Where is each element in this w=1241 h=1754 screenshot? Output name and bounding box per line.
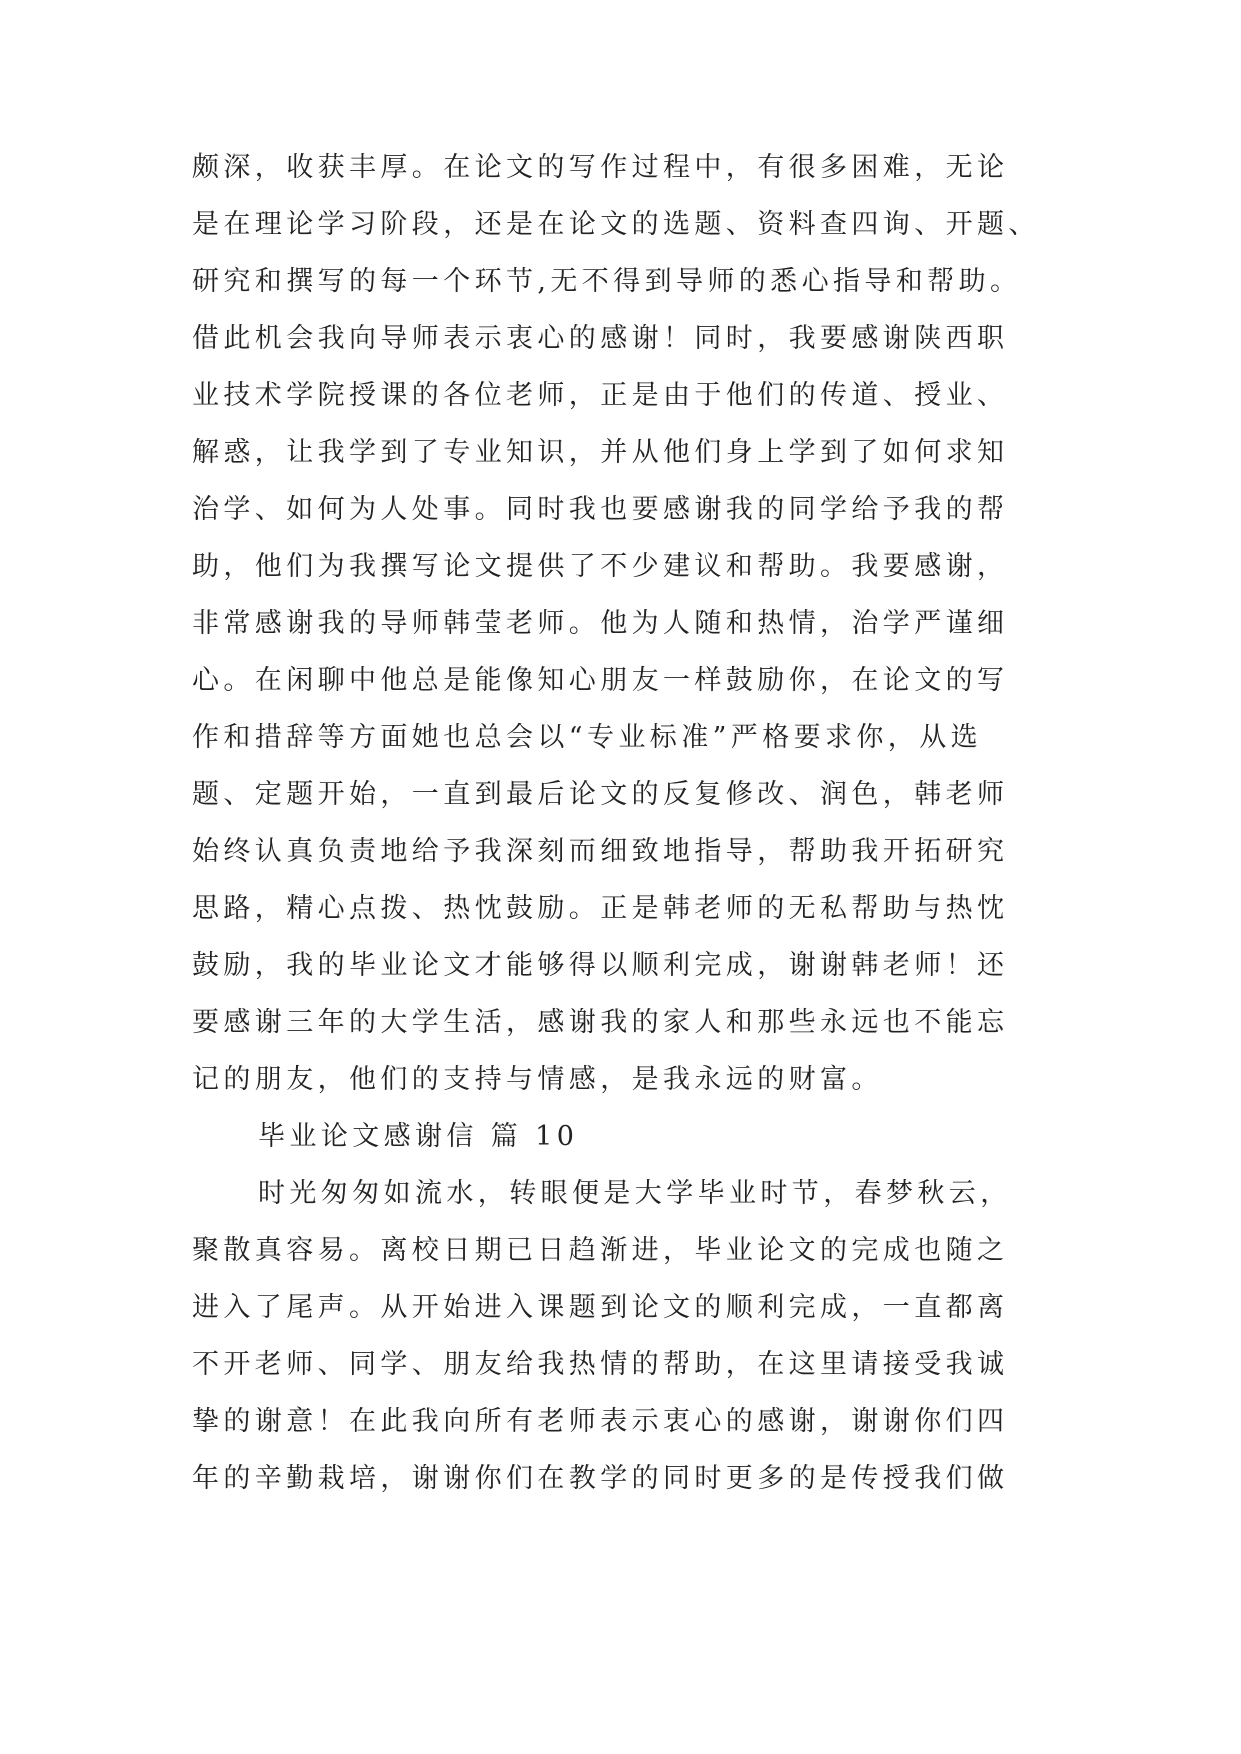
- paragraph-line: 是在理论学习阶段，还是在论文的选题、资料查四询、开题、: [192, 209, 1040, 240]
- paragraph-line: 思路，精心点拨、热忱鼓励。正是韩老师的无私帮助与热忱: [192, 893, 1009, 924]
- paragraph-line: 要感谢三年的大学生活，感谢我的家人和那些永远也不能忘: [192, 1007, 1009, 1038]
- paragraph-line: 业技术学院授课的各位老师，正是由于他们的传道、授业、: [192, 380, 1009, 411]
- paragraph-line: 不开老师、同学、朋友给我热情的帮助，在这里请接受我诚: [192, 1349, 1009, 1380]
- paragraph-line: 记的朋友，他们的支持与情感，是我永远的财富。: [192, 1064, 883, 1095]
- paragraph-line: 研究和撰写的每一个环节,无不得到导师的悉心指导和帮助。: [192, 266, 1022, 297]
- paragraph-line: 颇深，收获丰厚。在论文的写作过程中，有很多困难，无论: [192, 152, 1009, 183]
- paragraph-line: 作和措辞等方面她也总会以“专业标准”严格要求你，从选: [192, 722, 983, 753]
- paragraph-line: 挚的谢意！在此我向所有老师表示衷心的感谢，谢谢你们四: [192, 1406, 1009, 1437]
- paragraph-line: 时光匆匆如流水，转眼便是大学毕业时节，春梦秋云，: [258, 1178, 1012, 1209]
- paragraph-line: 鼓励，我的毕业论文才能够得以顺利完成，谢谢韩老师！还: [192, 950, 1009, 981]
- paragraph-line: 非常感谢我的导师韩莹老师。他为人随和热情，治学严谨细: [192, 608, 1009, 639]
- paragraph-line: 解惑，让我学到了专业知识，并从他们身上学到了如何求知: [192, 437, 1009, 468]
- paragraph-line: 进入了尾声。从开始进入课题到论文的顺利完成，一直都离: [192, 1292, 1009, 1323]
- paragraph-line: 聚散真容易。离校日期已日趋渐进，毕业论文的完成也随之: [192, 1235, 1009, 1266]
- paragraph-line: 年的辛勤栽培，谢谢你们在教学的同时更多的是传授我们做: [192, 1463, 1009, 1494]
- section-heading: 毕业论文感谢信 篇 10: [258, 1121, 579, 1152]
- paragraph-line: 助，他们为我撰写论文提供了不少建议和帮助。我要感谢，: [192, 551, 1009, 582]
- paragraph-line: 始终认真负责地给予我深刻而细致地指导，帮助我开拓研究: [192, 836, 1009, 867]
- paragraph-line: 治学、如何为人处事。同时我也要感谢我的同学给予我的帮: [192, 494, 1009, 525]
- paragraph-line: 心。在闲聊中他总是能像知心朋友一样鼓励你，在论文的写: [192, 665, 1009, 696]
- paragraph-line: 借此机会我向导师表示衷心的感谢！同时，我要感谢陕西职: [192, 323, 1009, 354]
- paragraph-line: 题、定题开始，一直到最后论文的反复修改、润色，韩老师: [192, 779, 1009, 810]
